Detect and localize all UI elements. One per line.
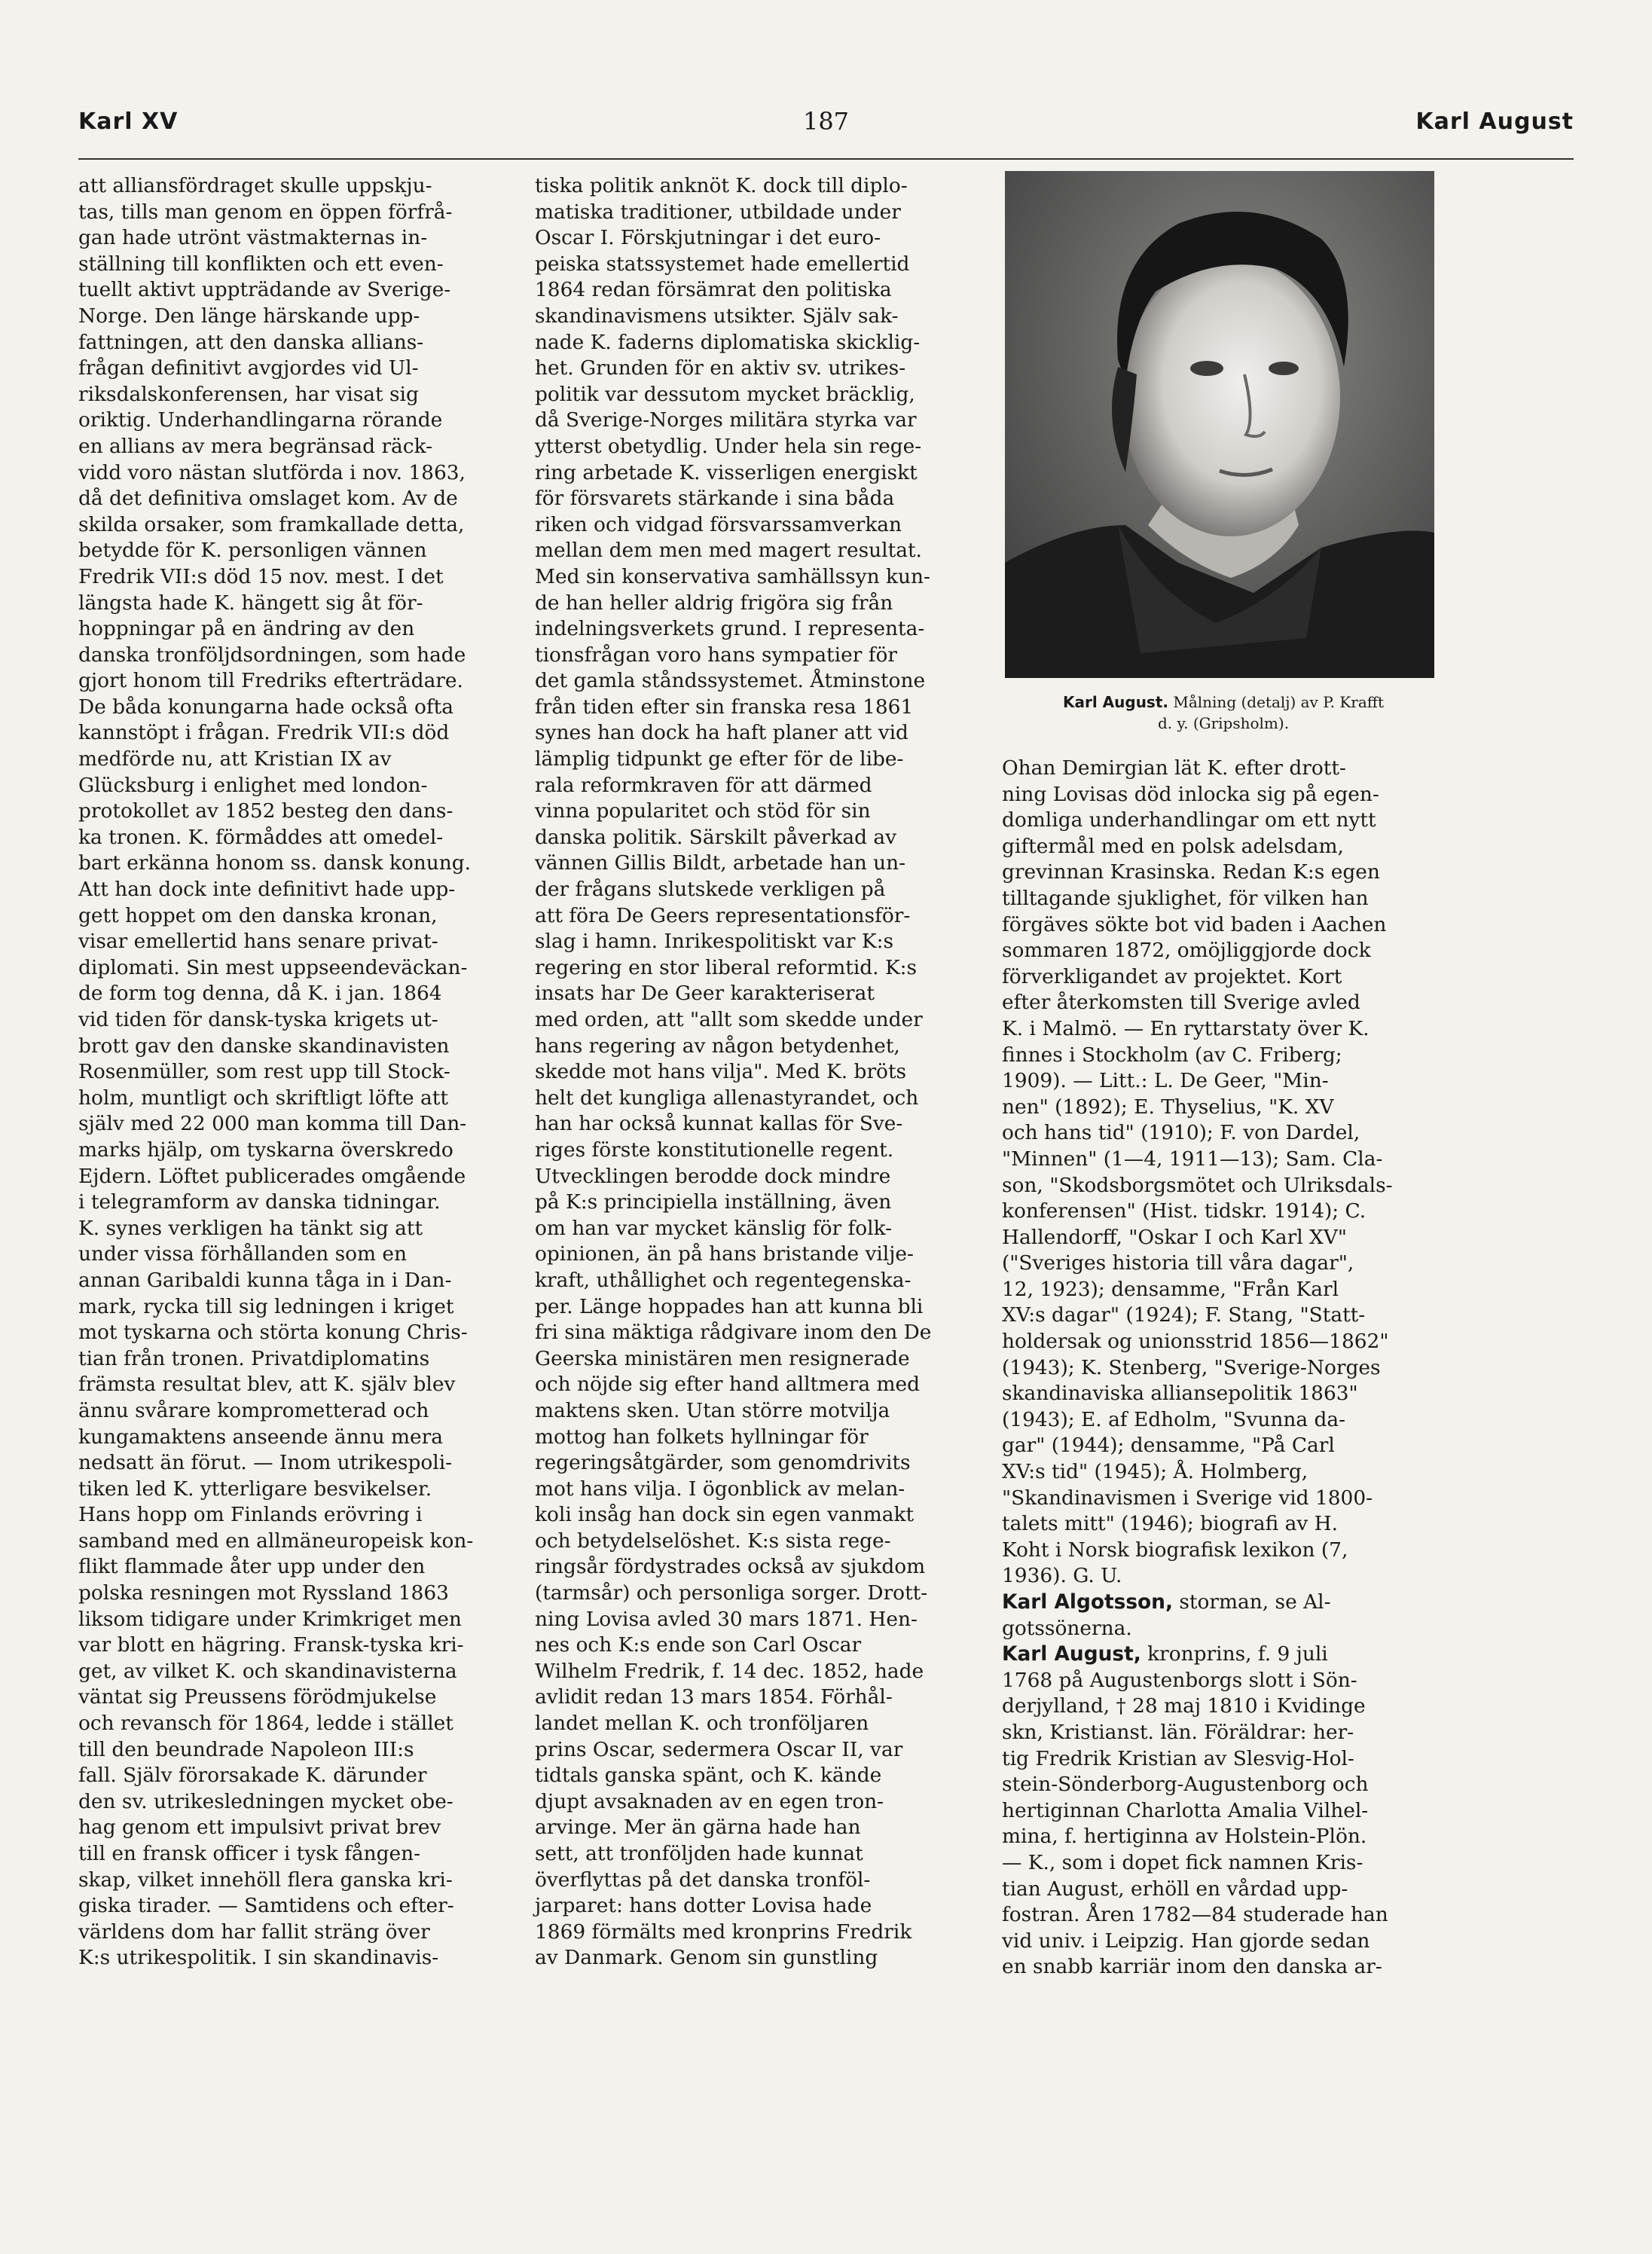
page-header (78, 105, 1574, 160)
entry-text-karl-august: kronprins, f. 9 juli 1768 på Augustenborgs slott i Sön- derjylland, † 28 maj 1810 i Kvidinge skn, Kristianst. län. Föräldrar: her- tig Fredrik Kristian av Slesvig-Hol- stein-Sönderborg-Augustenborg och hertiginnan Charlotta Amalia Vilhel- mina, f. hertiginna av Holstein-Plön. — K., som i dopet fick namnen Kris- tian August, erhöll en vårdad upp- fostran. Åren 1782—84 studerade han vid univ. i Leipzig. Han gjorde sedan en snabb karriär inom den danska ar- (1002, 1642, 1388, 1979)
text-column-3 (1002, 756, 1440, 1981)
entry-heading-karl-august: Karl August, (1002, 1642, 1141, 1666)
entry-heading-karl-algotsson: Karl Algotsson, (1002, 1590, 1173, 1614)
text-column-1: att alliansfördraget skulle uppskju- tas, tills man genom en öppen förfrå- gan hade utrönt västmakternas in- ställning till konflikten och ett even- tuellt aktivt uppträdande av Sverige- Norge. Den länge härskande upp- fattningen, att den danska allians- frågan definitivt avgjordes vid Ul- riksdalskonferensen, har visat sig oriktig. Underhandlingarna rörande en allians av mera begränsad räck- vidd voro nästan slutförda i nov. 1863, då det definitiva omslaget kom. Av de skilda orsaker, som framkallade detta, betydde för K. personligen vännen Fredrik VII:s död 15 nov. mest. I det längsta hade K. hängett sig åt för- hoppningar på en ändring av den danska tronföljdsordningen, som hade gjort honom till Fredriks efterträdare. De båda konungarna hade också ofta kannstöpt i frågan. Fredrik VII:s död medförde nu, att Kristian IX av Glücksburg i enlighet med london- protokollet av 1852 besteg den dans- ka tronen. K. förmåddes att omedel- bart erkänna honom ss. dansk konung. Att han dock inte definitivt hade upp- gett hoppet om den danska kronan, visar emellertid hans senare privat- diplomati. Sin mest uppseendeväckan- de form tog denna, då K. i jan. 1864 vid tiden för dansk-tyska krigets ut- brott gav den danske skandinavisten Rosenmüller, som rest upp till Stock- holm, muntligt och skriftligt löfte att själv med 22 000 man komma till Dan- marks hjälp, om tyskarna överskredo Ejdern. Löftet publicerades omgående i telegramform av danska tidningar. K. synes verkligen ha tänkt sig att under vissa förhållanden som en annan Garibaldi kunna tåga in i Dan- mark, rycka till sig ledningen i kriget mot tyskarna och störta konung Chris- tian från tronen. Privatdiplomatins främsta resultat blev, att K. själv blev ännu svårare komprometterad och kungamaktens anseende ännu mera nedsatt än förut. — Inom utrikespoli- tiken led K. ytterligare besvikelser. Hans hopp om Finlands erövring i samband med en allmäneuropeisk kon- flikt flammade åter upp under den polska resningen mot Ryssland 1863 liksom tidigare under Krimkriget men var blott en hägring. Fransk-tyska kri- get, av vilket K. och skandinavisterna väntat sig Preussens förödmjukelse och revansch för 1864, ledde i stället till den beundrade Napoleon III:s fall. Själv förorsakade K. därunder den sv. utrikesledningen mycket obe- hag genom ett impulsivt privat brev till en fransk officer i tysk fången- skap, vilket innehöll flera ganska kri- giska tirader. — Samtidens och efter- världens dom har fallit sträng över K:s utrikespolitik. I sin skandinavis- (78, 174, 474, 1970)
figure-caption (1005, 692, 1442, 734)
running-head-right: Karl August (1415, 108, 1574, 135)
col3-body: Ohan Demirgian lät K. efter drott- ning Lovisas död inlocka sig på egen- domliga underhandlingar om ett nytt giftermål med en polsk adelsdam, grevinnan Krasinska. Redan K:s egen tilltagande sjuklighet, för vilken han förgäves sökte bot vid baden i Aachen sommaren 1872, omöjliggjorde dock förverkligandet av projektet. Kort efter återkomsten till Sverige avled K. i Malmö. — En ryttarstaty över K. finnes i Stockholm (av C. Friberg; 1909). — Litt.: L. De Geer, "Min- nen" (1892); E. Thyselius, "K. XV och hans tid" (1910); F. von Dardel, "Minnen" (1—4, 1911—13); Sam. Cla- son, "Skodsborgsmötet och Ulriksdals- konferensen" (Hist. tidskr. 1914); C. Hallendorff, "Oskar I och Karl XV" ("Sveriges historia till våra dagar", 12, 1923); densamme, "Från Karl XV:s dagar" (1924); F. Stang, "Statt- holdersak og unionsstrid 1856—1862" (1943); K. Stenberg, "Sverige-Norges skandinaviska alliansepolitik 1863" (1943); E. af Edholm, "Svunna da- gar" (1944); densamme, "På Carl XV:s tid" (1945); Å. Holmberg, "Skandinavismen i Sverige vid 1800- talets mitt" (1946); biografi av H. Koht i Norsk biografisk lexikon (7, 1936). G. U. (1002, 756, 1393, 1588)
running-head-left: Karl XV (78, 108, 179, 135)
caption-text: Målning (detalj) av P. Krafft d. y. (Gripsholm). (1157, 693, 1385, 732)
caption-name: Karl August. (1062, 693, 1168, 711)
page-number: 187 (802, 107, 850, 136)
entry-text-karl-algotsson: storman, se Al- gotssönerna. (1002, 1590, 1331, 1640)
text-column-2: tiska politik anknöt K. dock till diplo- matiska traditioner, utbildade under Oscar I. Förskjutningar i det euro- peiska statssystemet hade emellertid 1864 redan försämrat den politiska skandinavismens utsikter. Själv sak- nade K. faderns diplomatiska skicklig- het. Grunden för en aktiv sv. utrikes- politik var dessutom mycket bräcklig, då Sverige-Norges militära styrka var ytterst obetydlig. Under hela sin rege- ring arbetade K. visserligen energiskt för försvarets stärkande i sina båda riken och vidgad försvarssamverkan mellan dem men med magert resultat. Med sin konservativa samhällssyn kun- de han heller aldrig frigöra sig från indelningsverkets grund. I representa- tionsfrågan voro hans sympatier för det gamla ståndssystemet. Åtminstone från tiden efter sin franska resa 1861 synes han dock ha haft planer att vid lämplig tidpunkt ge efter för de libe- rala reformkraven för att därmed vinna popularitet och stöd för sin danska politik. Särskilt påverkad av vännen Gillis Bildt, arbetade han un- der frågans slutskede verkligen på att föra De Geers representationsför- slag i hamn. Inrikespolitiskt var K:s regering en stor liberal reformtid. K:s insats har De Geer karakteriserat med orden, att "allt som skedde under hans regering av någon betydenhet, skedde mot hans vilja". Med K. bröts helt det kungliga allenastyrandet, och han har också kunnat kallas för Sve- riges förste konstitutionelle regent. Utvecklingen berodde dock mindre på K:s principiella inställning, även om han var mycket känslig för folk- opinionen, än på hans bristande vilje- kraft, uthållighet och regentegenska- per. Länge hoppades han att kunna bli fri sina mäktiga rådgivare inom den De Geerska ministären men resignerade och nöjde sig efter hand alltmera med maktens sken. Utan större motvilja mottog han folkets hyllningar för regeringsåtgärder, som genomdrivits mot hans vilja. I ögonblick av melan- koli insåg han dock sin egen vanmakt och betydelselöshet. K:s sista rege- ringsår fördystrades också av sjukdom (tarmsår) och personliga sorger. Drott- ning Lovisa avled 30 mars 1871. Hen- nes och K:s ende son Carl Oscar Wilhelm Fredrik, f. 14 dec. 1852, hade avlidit redan 13 mars 1854. Förhål- landet mellan K. och tronföljaren prins Oscar, sedermera Oscar II, var tidtals ganska spänt, och K. kände djupt avsaknaden av en egen tron- arvinge. Mer än gärna hade han sett, att tronföljden hade kunnat överflyttas på det danska tronföl- jarparet: hans dotter Lovisa hade 1869 förmälts med kronprins Fredrik av Danmark. Genom sin gunstling (535, 174, 932, 1970)
portrait-image (1005, 171, 1434, 678)
